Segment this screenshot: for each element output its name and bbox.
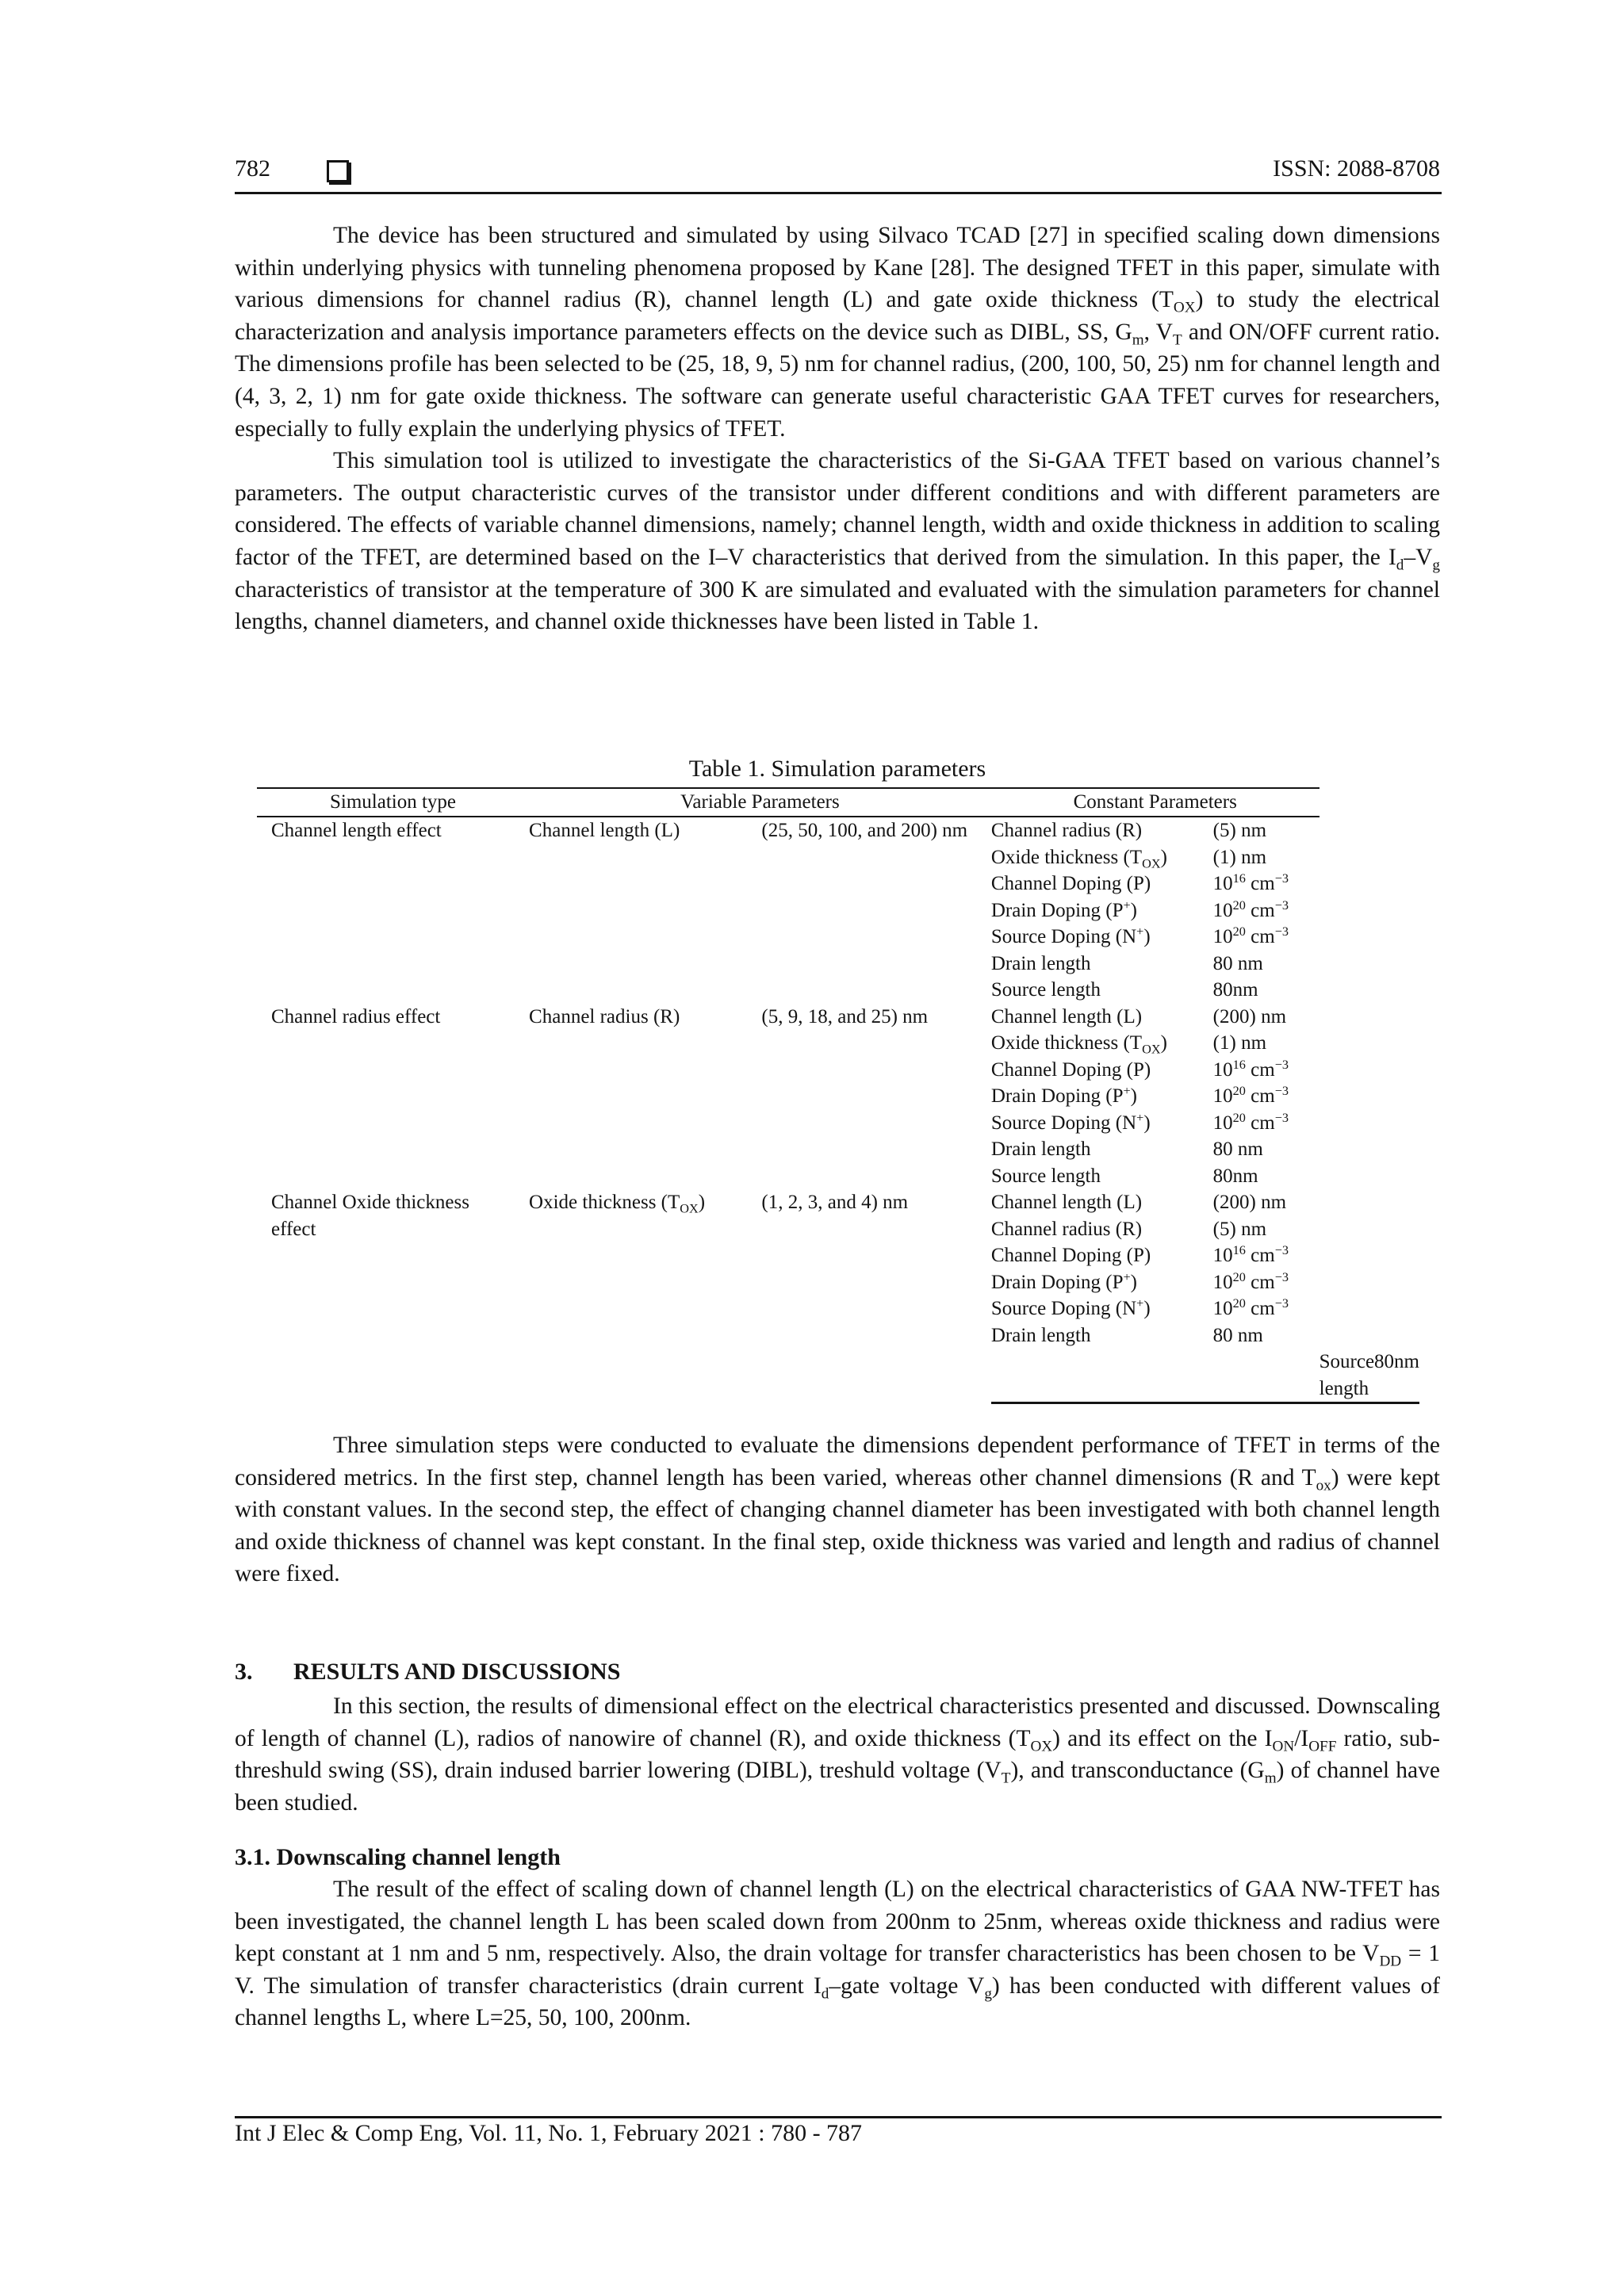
constant-value-cell: $10^{16}$ $cm^{-3}$: [1212, 1057, 1289, 1081]
constant-value-cell: $10^{20}$ $cm^{-3}$: [1212, 924, 1289, 947]
constant-name-cell: Source Doping (N+): [990, 924, 1151, 947]
table-header-row: [257, 788, 1419, 817]
sim-type-cell: Channel length effect: [271, 820, 442, 841]
constant-value-cell: $10^{20}$ $cm^{-3}$: [1212, 1296, 1289, 1319]
intro-paragraphs: [235, 220, 1440, 638]
issn: ISSN: 2088-8708: [1273, 155, 1440, 182]
constant-name-cell: Channel radius (R): [990, 1218, 1143, 1240]
constant-name-cell: Source length: [990, 1165, 1101, 1187]
constant-value-cell: (5) nm: [1212, 1218, 1267, 1240]
simulation-parameters-table: [257, 787, 1419, 1404]
header-simulation-type: Simulation type: [257, 788, 529, 817]
section-title: RESULTS AND DISCUSSIONS: [293, 1659, 621, 1685]
header-constant-parameters: Constant Parameters: [991, 788, 1320, 817]
page-number: 782: [235, 155, 270, 182]
sim-type-cell: Channel radius effect: [271, 1005, 441, 1027]
table-row: [257, 1004, 1419, 1031]
header-variable-parameters: Variable Parameters: [529, 788, 991, 817]
variable-values-cell: (25, 50, 100, and 200) nm: [761, 820, 968, 841]
constant-name-cell: Source length: [1320, 1349, 1374, 1403]
constant-name-cell: Drain Doping (P+): [990, 1269, 1137, 1293]
constant-name-cell: Drain Doping (P+): [990, 1084, 1137, 1107]
constant-name-cell: Oxide thickness $(T_{OX})$: [990, 846, 1167, 871]
constant-name-cell: Source Doping (N+): [990, 1110, 1151, 1134]
table-bottom-spacer: [991, 1349, 1320, 1403]
constant-value-cell: $10^{16}$ $cm^{-3}$: [1212, 871, 1289, 894]
paragraph-5-block: [235, 1873, 1440, 2034]
footer-rule: [235, 2116, 1442, 2118]
section-heading: [235, 1659, 620, 1686]
header-rule: [235, 192, 1442, 194]
page-header: [235, 155, 1440, 190]
constant-name-cell: Source Doping (N+): [990, 1296, 1151, 1319]
table-body: [257, 817, 1419, 1403]
paragraph-4: In this section, the results of dimensional effect on the electrical characteristics presented and discussed. Downscaling of length of channel (L), radios of nanowire of channel (R), and oxide thickness $(T_{OX})$ and its effect on the $I_{ON}/I_{OFF}$ ratio, sub-threshuld swing (SS), drain indused barrier lowering (DIBL), treshuld voltage $(V_T)$, and transconductance $(G_m)$ of channel have been studied.: [235, 1693, 1440, 1816]
variable-parameter-cell: Channel length (L): [529, 820, 680, 841]
constant-name-cell: Channel length (L): [990, 1005, 1143, 1027]
constant-value-cell: $10^{20}$ $cm^{-3}$: [1212, 897, 1289, 921]
section-number: 3.: [235, 1659, 253, 1685]
constant-value-cell: $10^{16}$ $cm^{-3}$: [1212, 1243, 1289, 1266]
constant-value-cell: (5) nm: [1212, 820, 1267, 841]
paragraph-3-block: [235, 1429, 1440, 1590]
constant-value-cell: 80 nm: [1212, 1324, 1263, 1346]
table-caption: Table 1. Simulation parameters: [688, 756, 986, 782]
footer-citation: Int J Elec & Comp Eng, Vol. 11, No. 1, February 2021 : 780 - 787: [235, 2120, 863, 2146]
constant-name-cell: Drain length: [990, 1324, 1091, 1346]
constant-name-cell: Channel length (L): [990, 1192, 1143, 1213]
paragraph-3: Three simulation steps were conducted to evaluate the dimensions dependent performance of TFET in terms of the considered metrics. In the first step, channel length has been varied, whereas other channel dimensions (R and $T_{ox}$) were kept with constant values. In the second step, the effect of changing channel diameter has been investigated with both channel length and oxide thickness of channel was kept constant. In the final step, oxide thickness was varied and length and radius of channel were fixed.: [235, 1433, 1440, 1587]
constant-name-cell: Channel Doping (P): [990, 1058, 1151, 1081]
constant-value-cell: 80 nm: [1212, 1138, 1263, 1160]
sim-type-cell: Channel Oxide thickness effect: [271, 1192, 469, 1240]
table-row: [257, 817, 1419, 844]
checkbox-square-icon: [327, 160, 349, 182]
constant-name-cell: Channel radius (R): [990, 820, 1143, 841]
constant-value-cell: (200) nm: [1212, 1192, 1287, 1213]
paragraph-5: The result of the effect of scaling down of channel length (L) on the electrical characteristics of GAA NW-TFET has been investigated, the channel length L has been scaled down from 200nm to 25nm, whereas oxide thickness and radius were kept constant at 1 nm and 5 nm, respectively. Also, the drain voltage for transfer characteristics has been chosen to be $V_{DD} = 1$ V. The simulation of transfer characteristics (drain current $I_d$–gate voltage $V_g$) has been conducted with different values of channel lengths L, where L=25, 50, 100, 200nm.: [235, 1877, 1440, 2031]
variable-values-cell: (5, 9, 18, and 25) nm: [761, 1005, 929, 1027]
variable-values-cell: (1, 2, 3, and 4) nm: [761, 1192, 909, 1213]
constant-value-cell: $10^{20}$ $cm^{-3}$: [1212, 1084, 1289, 1107]
constant-value-cell: 80 nm: [1212, 952, 1263, 974]
paragraph-1: The device has been structured and simulated by using Silvaco TCAD [27] in specified scaling down dimensions within underlying physics with tunneling phenomena proposed by Kane [28]. The designed TFET in this paper, simulate with various dimensions for channel radius (R), channel length (L) and gate oxide thickness $(T_{OX})$ to study the electrical characterization and analysis importance parameters effects on the device such as DIBL, SS, $G_m$, $V_T$ and ON/OFF current ratio. The dimensions profile has been selected to be (25, 18, 9, 5) nm for channel radius, (200, 100, 50, 25) nm for channel length and (4, 3, 2, 1) nm for gate oxide thickness. The software can generate useful characteristic GAA TFET curves for researchers, especially to fully explain the underlying physics of TFET.: [235, 223, 1440, 442]
constant-value-cell: 80nm: [1374, 1349, 1419, 1403]
constant-name-cell: Source length: [990, 979, 1101, 1001]
subsection-heading: 3.1. Downscaling channel length: [235, 1844, 561, 1870]
table-row: [257, 1189, 1419, 1216]
constant-value-cell: (1) nm: [1212, 1032, 1267, 1054]
constant-name-cell: Drain Doping (P+): [990, 897, 1137, 921]
paragraph-2: This simulation tool is utilized to investigate the characteristics of the Si-GAA TFET based on various channel’s parameters. The output characteristic curves of the transistor under different conditions and with different parameters are considered. The effects of variable channel dimensions, namely; channel length, width and oxide thickness in addition to scaling factor of the TFET, are determined based on the I–V characteristics that derived from the simulation. In this paper, the $I_d-V_g$ characteristics of transistor at the temperature of 300 K are simulated and evaluated with the simulation parameters for channel lengths, channel diameters, and channel oxide thicknesses have been listed in Table 1.: [235, 448, 1440, 635]
paragraph-4-block: [235, 1690, 1440, 1819]
constant-value-cell: (1) nm: [1212, 846, 1267, 868]
constant-value-cell: $10^{20}$ $cm^{-3}$: [1212, 1110, 1289, 1134]
constant-name-cell: Drain length: [990, 952, 1091, 974]
variable-parameter-cell: Channel radius (R): [529, 1005, 680, 1027]
constant-value-cell: 80nm: [1212, 979, 1258, 1001]
constant-value-cell: $10^{20}$ $cm^{-3}$: [1212, 1269, 1289, 1293]
constant-value-cell: (200) nm: [1212, 1005, 1287, 1027]
variable-parameter-cell: Oxide thickness $(T_{OX})$: [529, 1192, 706, 1216]
constant-name-cell: Drain length: [990, 1138, 1091, 1160]
constant-name-cell: Channel Doping (P): [990, 873, 1151, 894]
constant-name-cell: Oxide thickness $(T_{OX})$: [990, 1032, 1167, 1057]
constant-value-cell: 80nm: [1212, 1165, 1258, 1187]
constant-name-cell: Channel Doping (P): [990, 1245, 1151, 1266]
